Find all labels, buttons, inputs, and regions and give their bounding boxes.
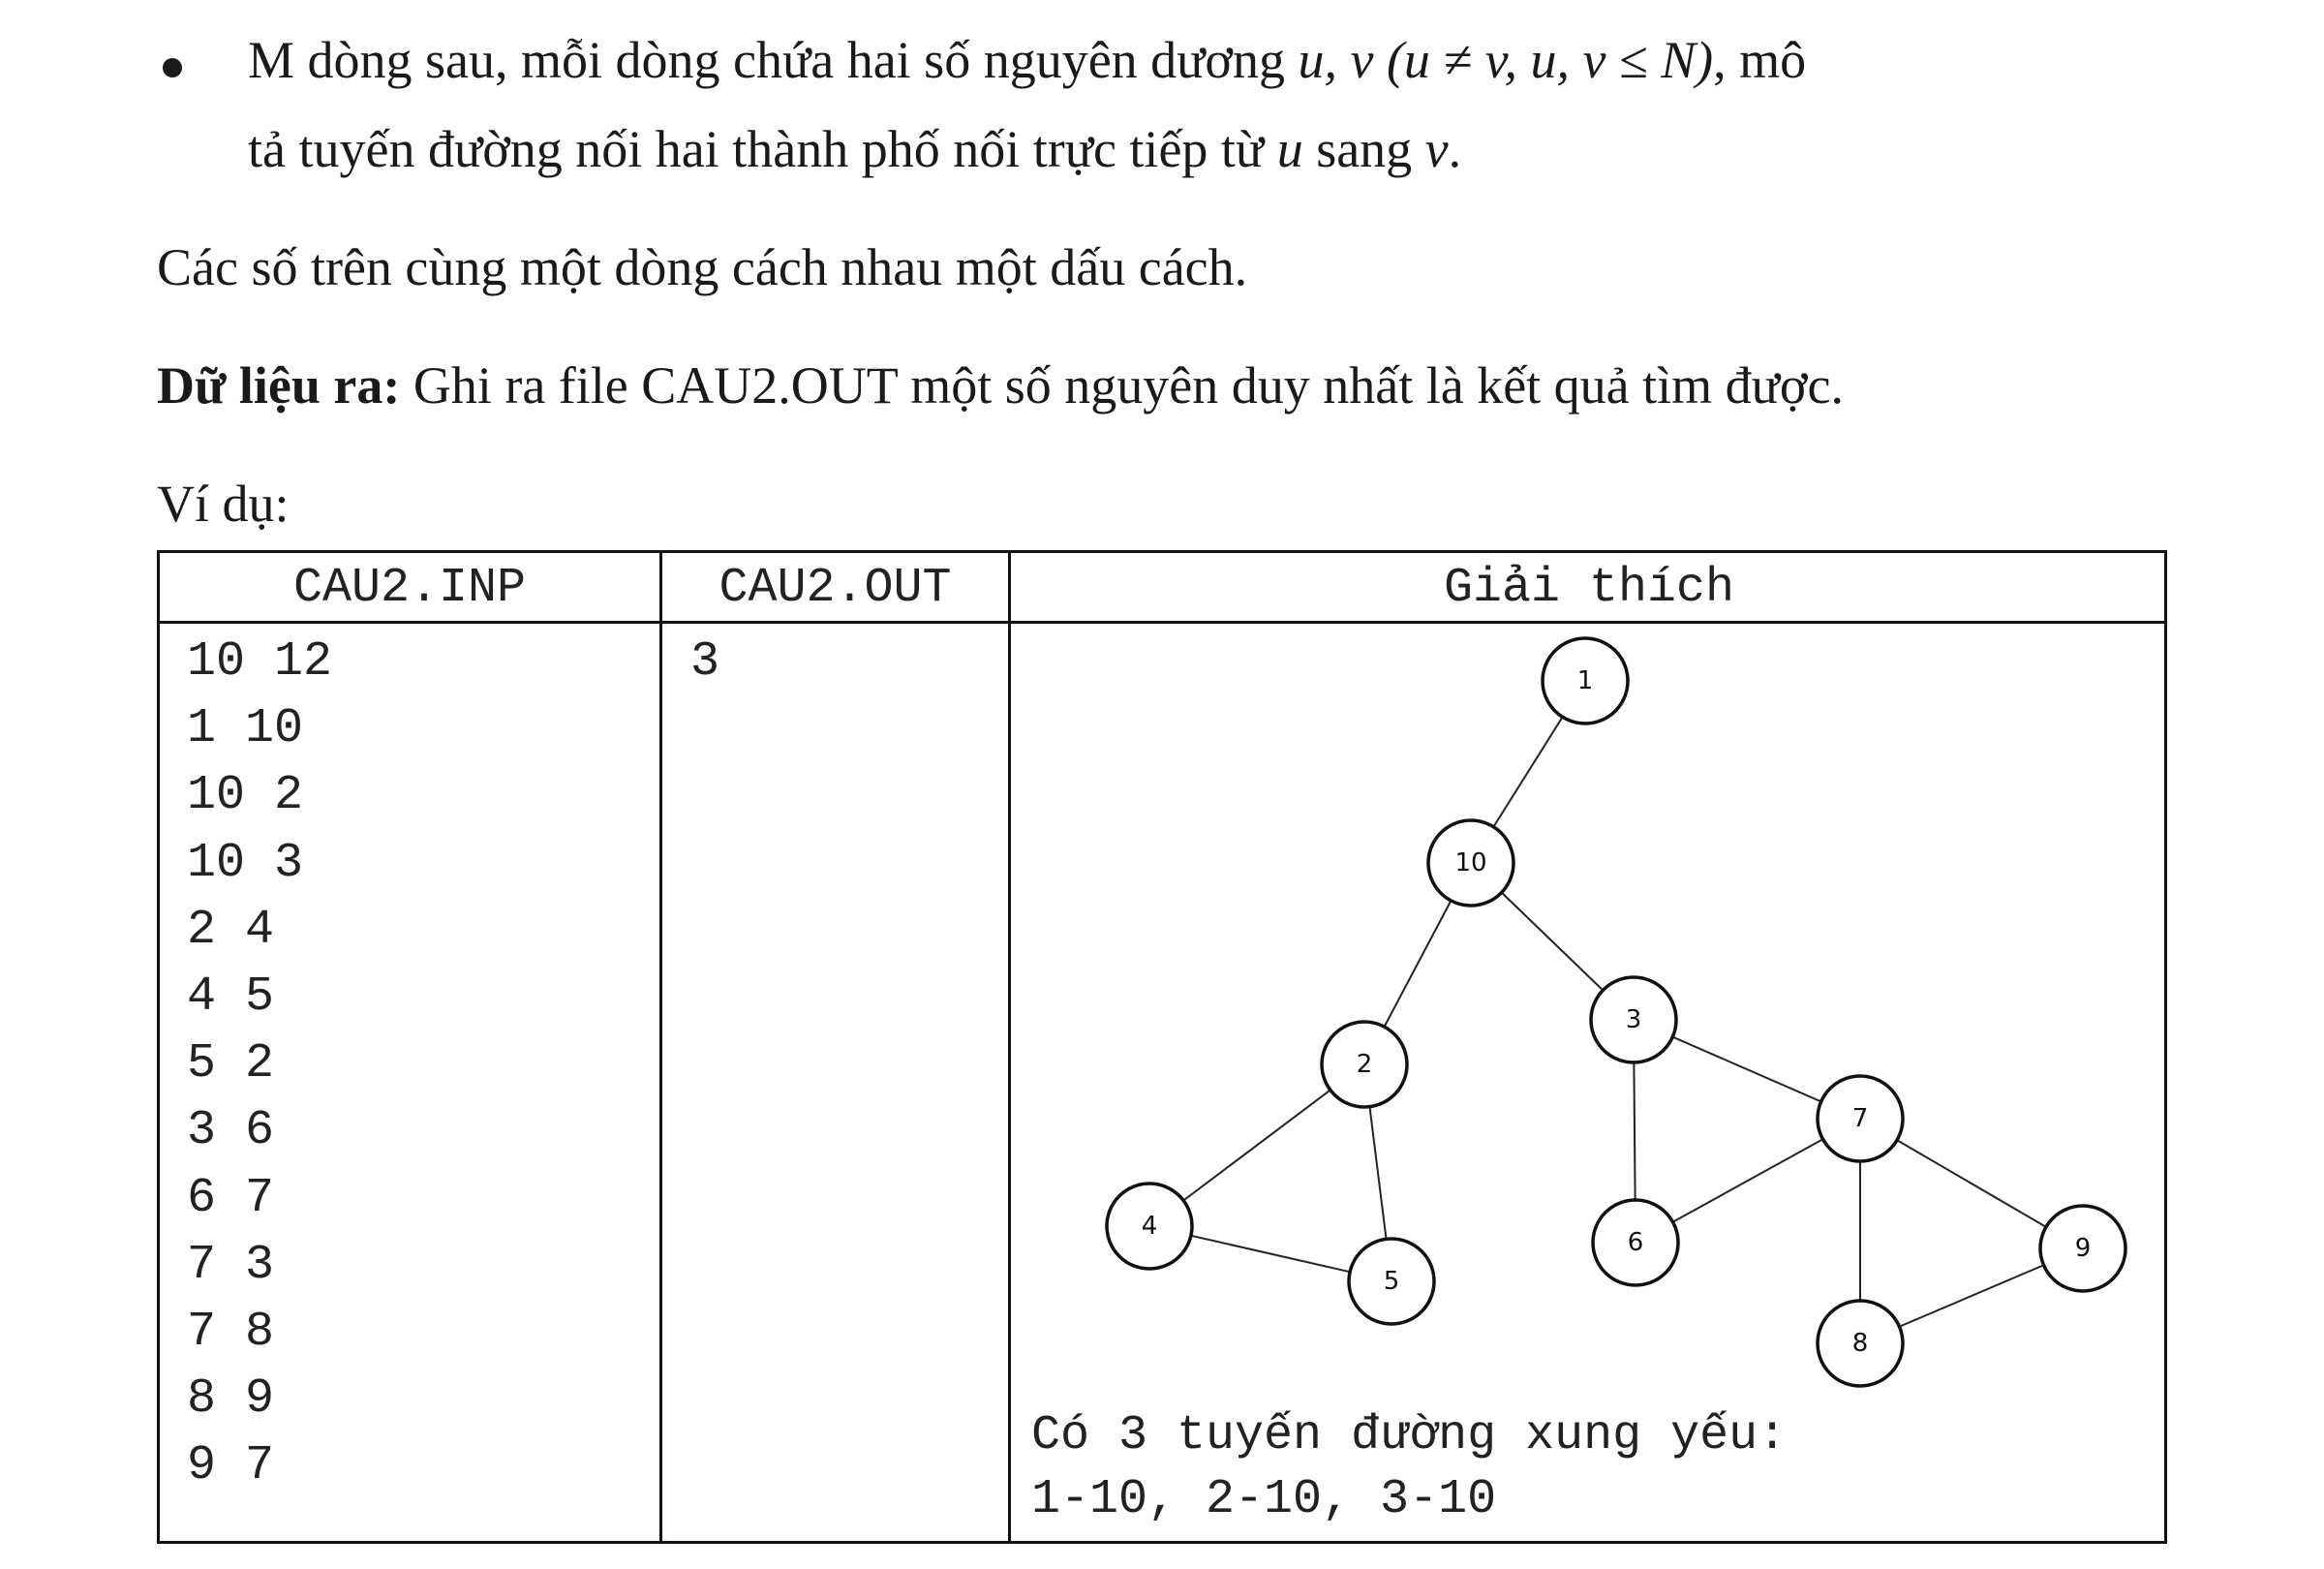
input-line: 6 7 [187, 1170, 275, 1226]
graph-node-3 [1591, 977, 1676, 1062]
spacing-note: Các số trên cùng một dòng cách nhau một dấu cách. [157, 238, 1248, 296]
input-line: 10 3 [187, 835, 304, 891]
input-line: 8 9 [187, 1371, 275, 1428]
input-line: 10 12 [187, 634, 333, 690]
input-line: 7 8 [187, 1304, 275, 1360]
graph-node-label: 5 [1383, 1267, 1400, 1296]
graph-node-label: 8 [1851, 1329, 1869, 1358]
output-value: 3 [690, 634, 720, 690]
graph-node-4 [1107, 1184, 1192, 1269]
graph-node-7 [1818, 1076, 1903, 1161]
graph-node-2 [1322, 1022, 1407, 1107]
example-label: Ví dụ: [157, 475, 290, 533]
graph-diagram [160, 553, 2164, 1541]
graph-node-5 [1349, 1239, 1434, 1324]
input-line: 7 3 [187, 1237, 275, 1293]
example-table [157, 550, 2167, 1544]
graph-node-label: 2 [1356, 1050, 1373, 1079]
input-line: 10 2 [187, 768, 304, 824]
graph-node-label: 6 [1627, 1228, 1644, 1257]
input-line: 5 2 [187, 1036, 275, 1092]
explanation-line-2: 1-10, 2-10, 3-10 [1031, 1472, 1497, 1527]
bullet-line-1: M dòng sau, mỗi dòng chứa hai số nguyên dương u, v (u ≠ v, u, v ≤ N), mô [248, 31, 1807, 89]
output-spec: Dữ liệu ra: Ghi ra file CAU2.OUT một số nguyên duy nhất là kết quả tìm được. [157, 356, 1844, 415]
graph-node-label: 7 [1851, 1104, 1869, 1133]
graph-node-label: 9 [2074, 1234, 2092, 1263]
header-output: CAU2.OUT [719, 561, 952, 616]
graph-node-8 [1818, 1301, 1903, 1386]
bullet-dot [163, 58, 182, 77]
graph-node-6 [1593, 1200, 1678, 1285]
graph-node-10 [1428, 820, 1514, 906]
header-explanation: Giải thích [1443, 561, 1735, 616]
output-label: Dữ liệu ra: [157, 356, 401, 415]
input-line: 4 5 [187, 969, 275, 1025]
explanation-line-1: Có 3 tuyến đường xung yếu: [1031, 1408, 1788, 1463]
graph-node-label: 3 [1625, 1005, 1642, 1034]
header-input: CAU2.INP [292, 561, 527, 616]
bullet-line-2: tả tuyến đường nối hai thành phố nối trực tiếp từ u sang v. [248, 120, 1462, 178]
input-line: 2 4 [187, 902, 275, 958]
graph-node-label: 4 [1141, 1212, 1158, 1241]
input-line: 3 6 [187, 1103, 275, 1159]
input-line: 9 7 [187, 1438, 275, 1494]
graph-node-9 [2040, 1206, 2125, 1291]
graph-node-label: 10 [1454, 848, 1487, 877]
input-line: 1 10 [187, 701, 304, 757]
graph-node-1 [1543, 638, 1628, 723]
graph-node-label: 1 [1576, 666, 1594, 695]
